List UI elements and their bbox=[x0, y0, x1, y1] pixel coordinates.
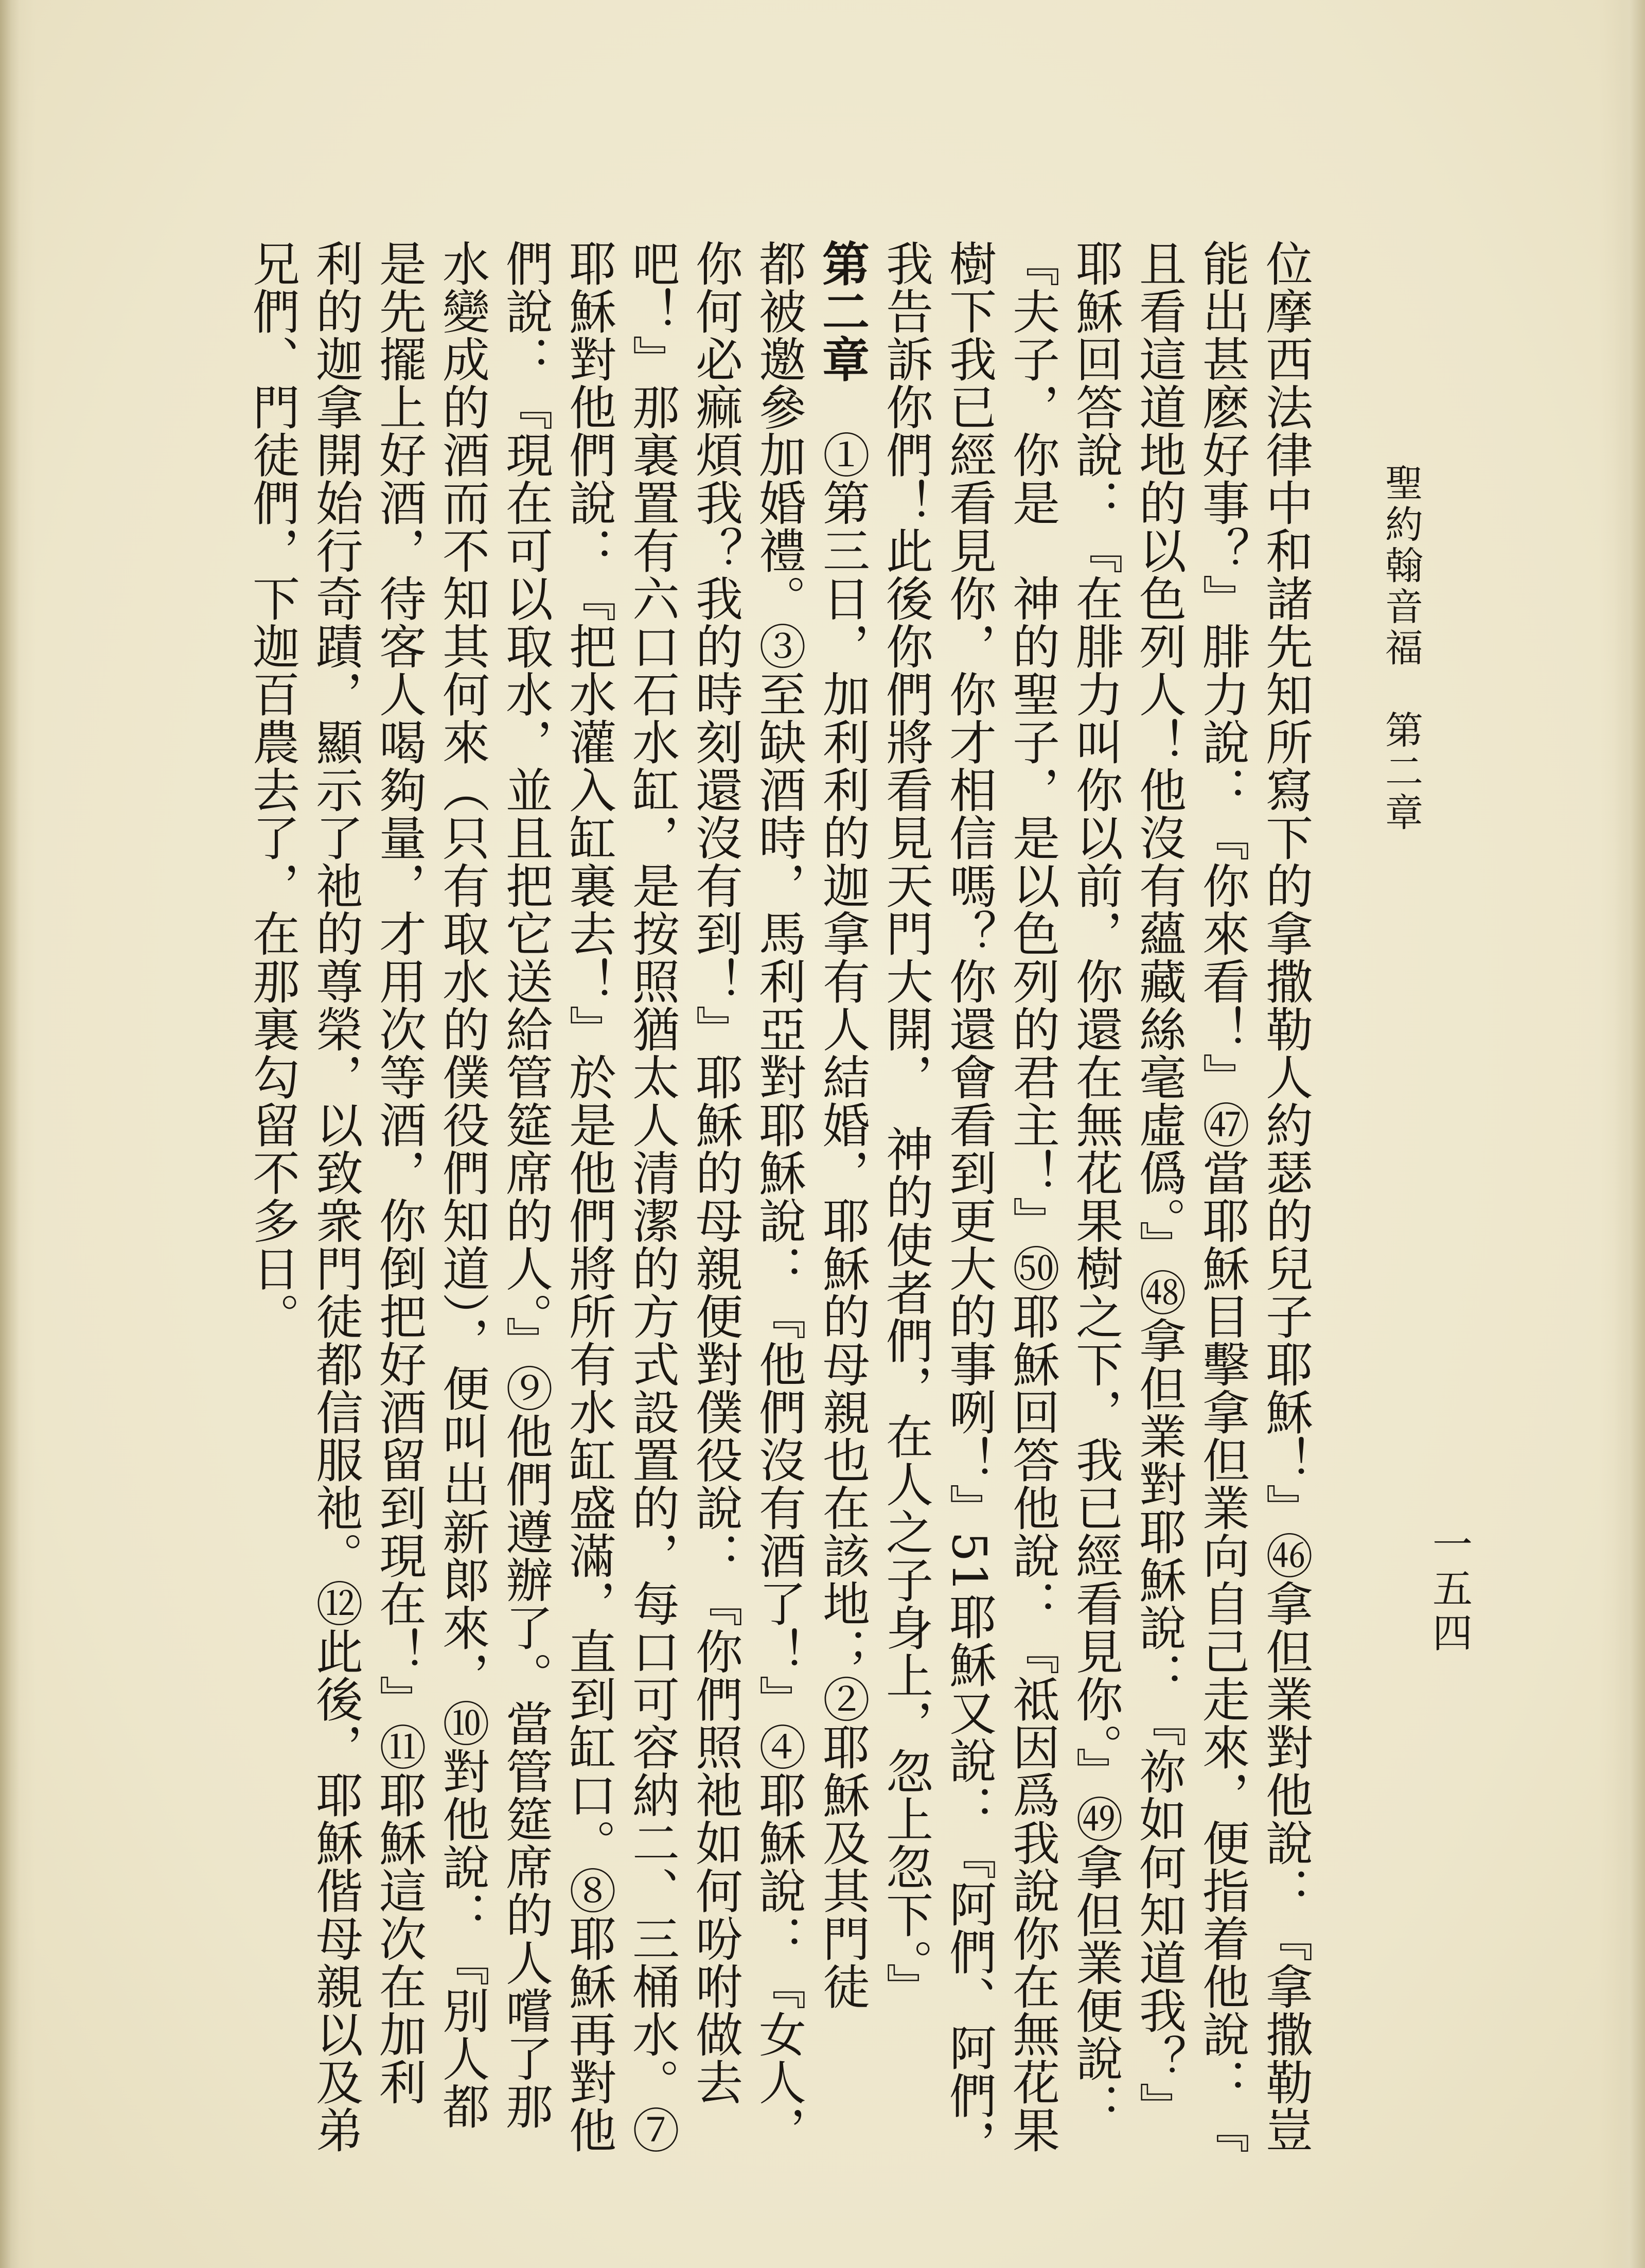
chapter-heading: 第二章 bbox=[815, 239, 870, 383]
body-text bbox=[232, 239, 1317, 2168]
text-column: 且看這道地的以色列人！他沒有蘊藏絲毫虛僞。』㊽拿但業對耶穌說：『祢如何知道我？』 bbox=[1131, 239, 1187, 2130]
text-column: 利的迦拿開始行奇蹟，顯示了祂的尊榮，以致衆門徒都信服祂。⑫此後，耶穌偕母親以及弟 bbox=[308, 239, 363, 2154]
text-column: 樹下我已經看見你，你才相信嗎？你還會看到更大的事咧！』51耶穌又說：『阿們、阿們， bbox=[942, 239, 997, 2168]
text-column: 耶穌對他們說：『把水灌入缸裏去！』於是他們將所有水缸盛滿，直到缸口。⑧耶穌再對他 bbox=[561, 239, 616, 2154]
text-column: 能出甚麽好事？』腓力說：『你來看！』㊼當耶穌目擊拿但業向自己走來，便指着他說：『 bbox=[1195, 239, 1250, 2154]
text-column: 你何必痲煩我？我的時刻還沒有到！』耶穌的母親便對僕役說：『你們照祂如何吩咐做去 bbox=[688, 239, 743, 2106]
chapter-start-column bbox=[810, 239, 874, 2010]
text-column: 耶穌回答說：『在腓力叫你以前，你還在無花果樹之下，我已經看見你。』㊾拿但業便說： bbox=[1068, 239, 1123, 2130]
text-column: 水變成的酒而不知其何來（只有取水的僕役們知道），便叫出新郞來，⑩對他說：『別人都 bbox=[435, 239, 490, 2130]
binding-shadow bbox=[0, 0, 20, 2268]
page-number: 一五四 bbox=[1426, 1523, 1472, 1656]
page-edge bbox=[1614, 0, 1645, 2268]
text-column: 是先擺上好酒，待客人喝夠量，才用次等酒，你倒把好酒留到現在！』⑪耶穌這次在加利 bbox=[372, 239, 427, 2106]
text-column: 們說：『現在可以取水，並且把它送給管筵席的人。』⑨他們遵辦了。當管筵席的人嚐了那 bbox=[498, 239, 553, 2130]
chapter-first-line: ①第三日，加利利的迦拿有人結婚，耶穌的母親也在該地；②耶穌及其門徒 bbox=[815, 383, 870, 2010]
text-column: 兄們、門徒們，下迦百農去了，在那裏勾留不多日。 bbox=[245, 239, 300, 1340]
running-header-title: 聖約翰音福 第二章 bbox=[1379, 463, 1423, 834]
text-column: 都被邀參加婚禮。③至缺酒時，馬利亞對耶穌說：『他們沒有酒了！』④耶穌說：『女人， bbox=[751, 239, 806, 2154]
text-column: 吧！』那裏置有六口石水缸，是按照猶太人清潔的方式設置的，每口可容納二、三桶水。⑦ bbox=[625, 239, 680, 2154]
text-column: 我告訴你們！此後你們將看見天門大開， 神的使者們，在人之子身上，忽上忽下。』 bbox=[878, 239, 933, 2011]
text-column: 位摩西法律中和諸先知所寫下的拿撒勒人約瑟的兒子耶穌！』㊻拿但業對他說：『拿撒勒豈 bbox=[1258, 239, 1313, 2154]
text-column: 『夫子，你是 神的聖子，是以色列的君主！』㊿耶穌回答他說：『祗因爲我說你在無花果 bbox=[1005, 239, 1060, 2154]
